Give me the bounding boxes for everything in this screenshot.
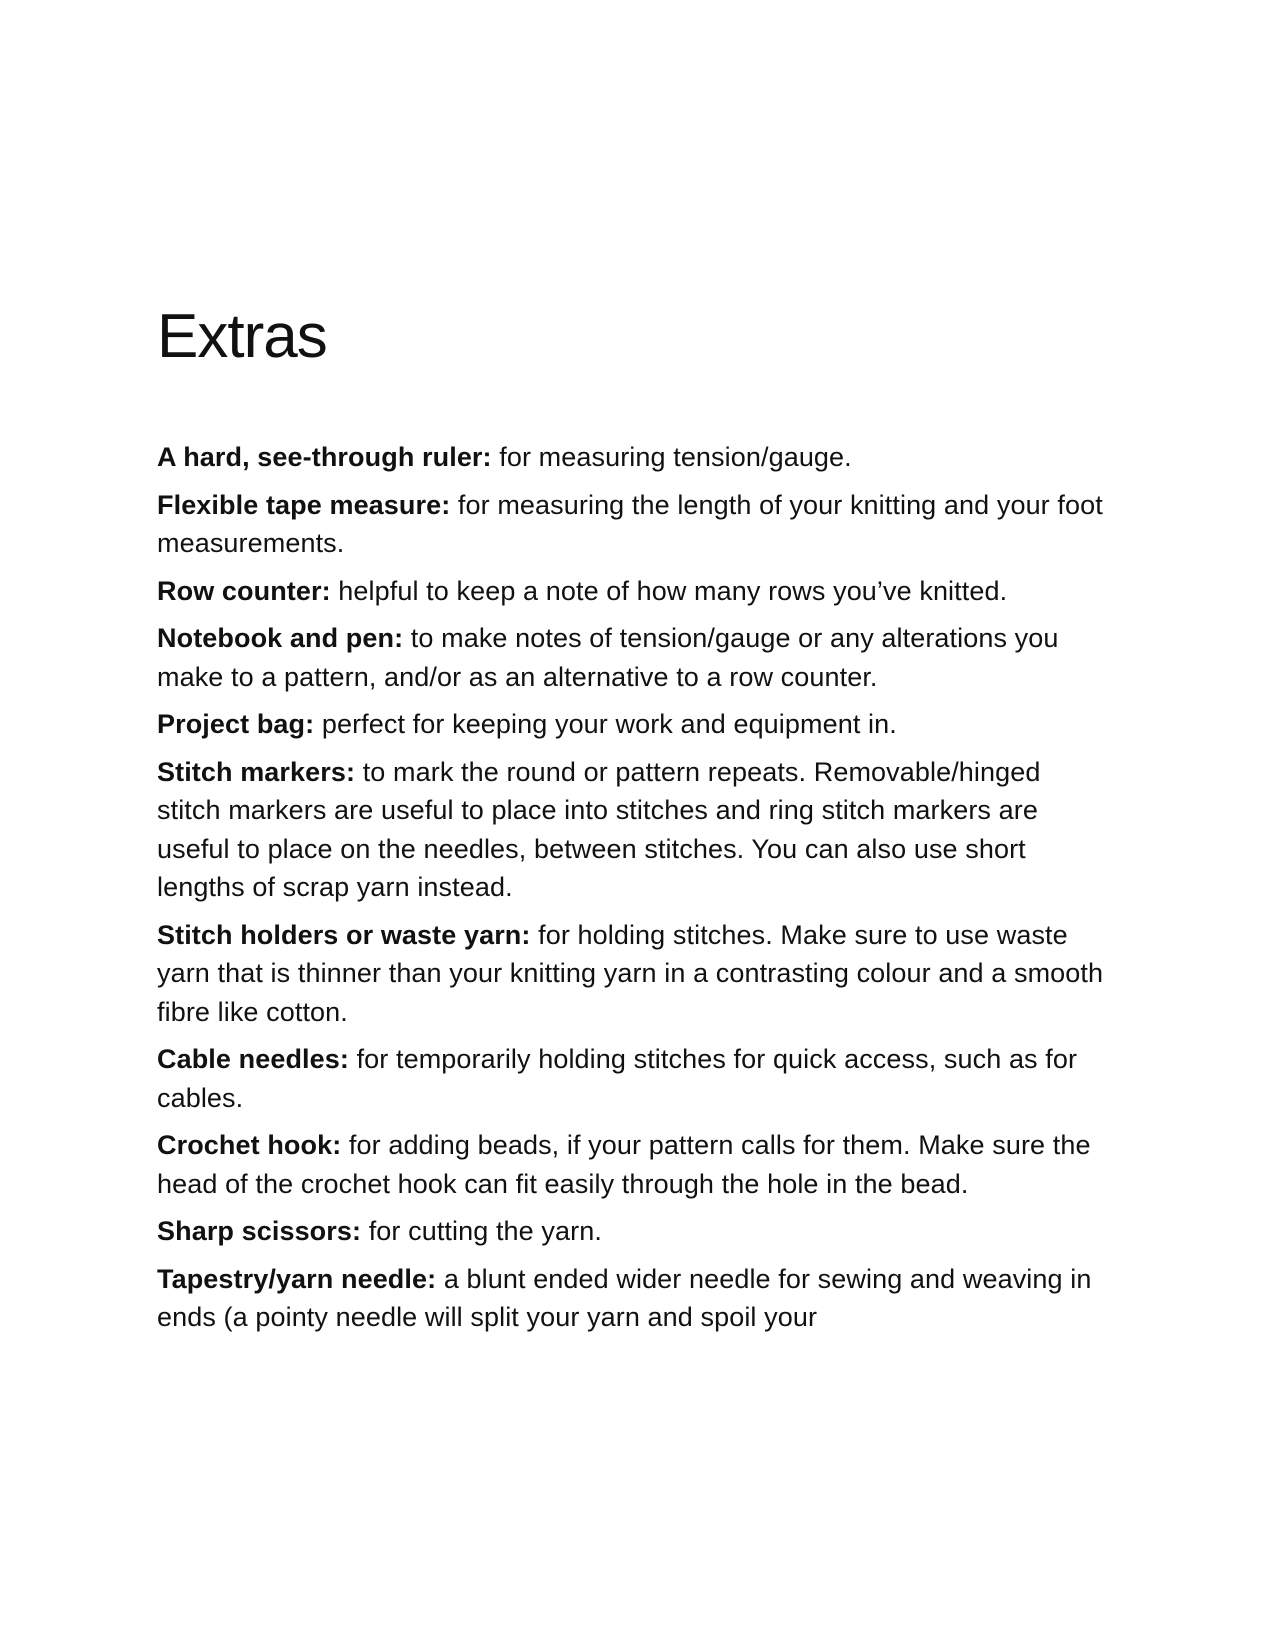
equipment-list xyxy=(157,438,1107,1346)
list-item xyxy=(157,572,1107,611)
list-item xyxy=(157,619,1107,696)
list-item xyxy=(157,916,1107,1032)
item-term: Crochet hook: xyxy=(157,1130,342,1160)
item-term: Flexible tape measure: xyxy=(157,489,451,520)
item-description: for cutting the yarn. xyxy=(361,1216,602,1246)
item-description: for adding beads, if your pattern calls for them. Make sure the head of the crochet hook can fit easily through the hole in the bead. xyxy=(157,1130,1091,1199)
list-item xyxy=(157,705,1107,744)
item-description: for measuring the length of your knitting and your foot measurements. xyxy=(157,489,1103,558)
list-item xyxy=(157,1040,1107,1117)
item-description: a blunt ended wider needle for sewing and weaving in ends (a pointy needle will split your yarn and spoil your xyxy=(157,1263,1092,1332)
item-description: for holding stitches. Make sure to use waste yarn that is thinner than your knitting yarn in a contrasting colour and a smooth fibre like cotton. xyxy=(157,919,1104,1027)
item-description: for measuring tension/gauge. xyxy=(491,442,852,472)
list-item xyxy=(157,486,1107,563)
item-term: A hard, see-through ruler: xyxy=(157,442,492,472)
item-description: for temporarily holding stitches for quick access, such as for cables. xyxy=(157,1044,1078,1113)
item-description: to mark the round or pattern repeats. Removable/hinged stitch markers are useful to place into stitches and ring stitch markers are useful to place on the needles, between stitches. You can also use short lengths of scrap yarn instead. xyxy=(157,756,1041,902)
list-item xyxy=(157,438,1107,477)
item-term: Sharp scissors: xyxy=(157,1216,362,1246)
item-term: Notebook and pen: xyxy=(157,623,404,653)
list-item xyxy=(157,753,1107,907)
list-item xyxy=(157,1126,1107,1203)
item-description: helpful to keep a note of how many rows you’ve knitted. xyxy=(330,575,1008,606)
list-item xyxy=(157,1260,1107,1337)
item-term: Stitch markers: xyxy=(157,756,356,787)
item-term: Tapestry/yarn needle: xyxy=(157,1263,437,1294)
item-description: to make notes of tension/gauge or any alterations you make to a pattern, and/or as an alternative to a row counter. xyxy=(157,623,1059,692)
item-term: Cable needles: xyxy=(157,1044,349,1074)
page-title: Extras xyxy=(157,302,327,371)
item-term: Row counter: xyxy=(157,575,331,606)
item-term: Stitch holders or waste yarn: xyxy=(157,919,531,950)
item-term: Project bag: xyxy=(157,709,315,739)
list-item xyxy=(157,1212,1107,1251)
item-description: perfect for keeping your work and equipment in. xyxy=(314,709,897,739)
